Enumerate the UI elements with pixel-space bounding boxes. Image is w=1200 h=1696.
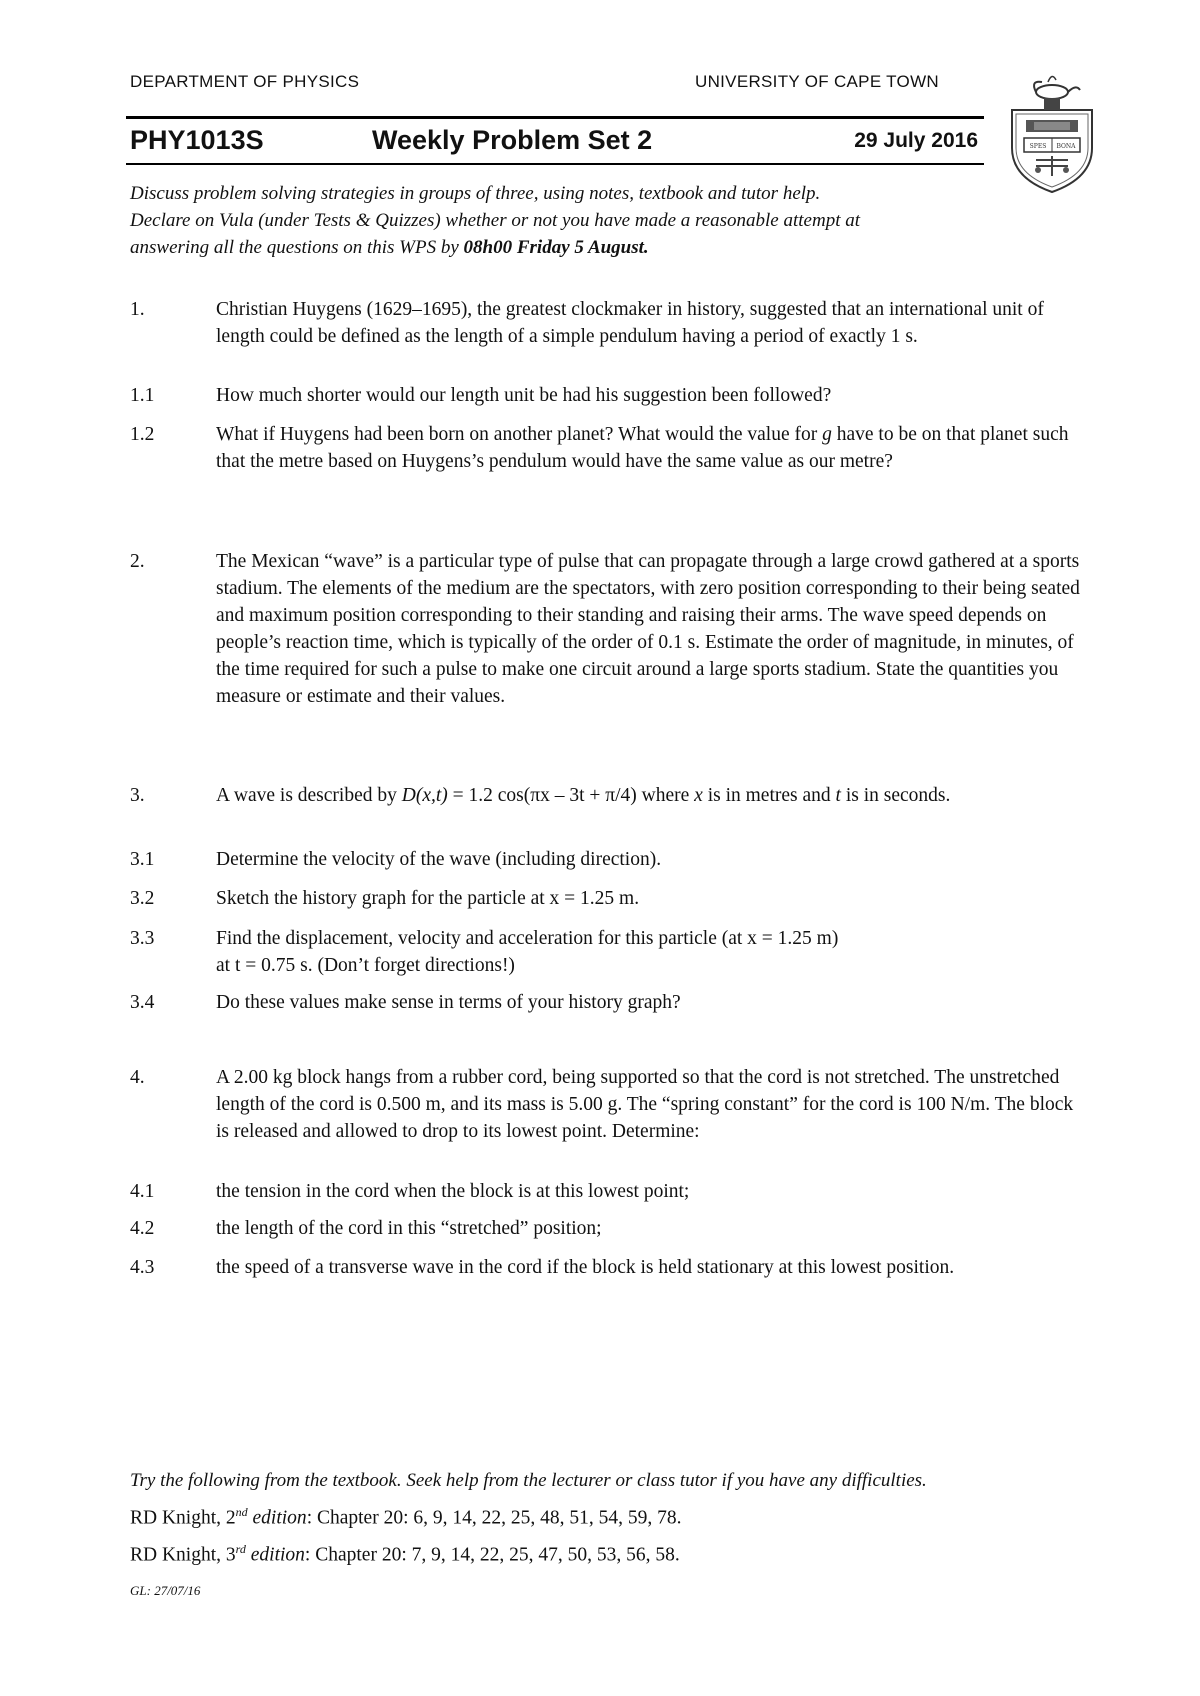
question-2 [130,548,1080,710]
instructions-line: answering all the questions on this WPS by 08h00 Friday 5 August. [130,237,649,258]
textbook-instructions: Try the following from the textbook. Seek help from the lecturer or class tutor if you have any difficulties. [130,1470,927,1491]
svg-text:SPES: SPES [1029,143,1047,150]
question-4-2 [130,1215,1080,1242]
question-4 [130,1064,1080,1145]
question-number: 3. [130,785,145,806]
question-1 [130,296,1080,350]
title-bar [126,116,984,165]
question-number: 3.3 [130,928,155,949]
instructions-line: Discuss problem solving strategies in groups of three, using notes, textbook and tutor help. [130,183,821,204]
question-text: A 2.00 kg block hangs from a rubber cord, being supported so that the cord is not stretched. The unstretched length of the cord is 0.500 m, and its mass is 5.00 g. The “spring constant” for the cord is 100 N/m. The block is released and allowed to drop to its lowest point. Determine: [216,1067,1074,1142]
question-text: Determine the velocity of the wave (including direction). [216,849,662,870]
question-number: 4. [130,1067,145,1088]
question-text: Christian Huygens (1629–1695), the greatest clockmaker in history, suggested that an international unit of length could be defined as the length of a simple pendulum having a period of exactly 1 s. [216,299,1044,347]
crest-icon [1006,70,1098,194]
question-number: 1.1 [130,385,155,406]
question-text: Sketch the history graph for the particle at x = 1.25 m. [216,888,640,909]
question-number: 1. [130,299,145,320]
question-number: 3.4 [130,992,155,1013]
question-number: 4.1 [130,1181,155,1202]
question-3-2 [130,885,1080,912]
question-text: A wave is described by D(x,t) = 1.2 cos(πx – 3t + π/4) where x is in metres and t is in seconds. [216,785,951,806]
question-1-1 [130,382,1080,409]
question-number: 4.3 [130,1257,155,1278]
svg-text:BONA: BONA [1056,143,1076,150]
question-3-3 [130,925,1080,979]
instructions-line: Declare on Vula (under Tests & Quizzes) whether or not you have made a reasonable attempt at [130,210,860,231]
question-number: 3.2 [130,888,155,909]
textbook-reference: RD Knight, 3rd edition: Chapter 20: 7, 9, 14, 22, 25, 47, 50, 53, 56, 58. [130,1542,680,1566]
question-3-4 [130,989,1080,1016]
question-text: The Mexican “wave” is a particular type of pulse that can propagate through a large crowd gathered at a sports stadium. The elements of the medium are the spectators, with zero position corresponding to their being seated and maximum position corresponding to their standing and raising their arms. The wave speed depends on people’s reaction time, which is typically of the order of 0.1 s. Estimate the order of magnitude, in minutes, of the time required for such a pulse to make one circuit around a large sports stadium. State the quantities you measure or estimate and their values. [216,551,1080,707]
question-text: the tension in the cord when the block is at this lowest point; [216,1181,690,1202]
question-number: 3.1 [130,849,155,870]
question-4-3 [130,1254,1080,1281]
issue-date: 29 July 2016 [854,129,978,152]
question-3 [130,782,1080,809]
question-text: What if Huygens had been born on another planet? What would the value for g have to be on that planet such that the metre based on Huygens’s pendulum would have the same value as our metre? [216,424,1069,472]
question-number: 4.2 [130,1218,155,1239]
page-title: Weekly Problem Set 2 [372,125,653,155]
textbook-reference: RD Knight, 2nd edition: Chapter 20: 6, 9, 14, 22, 25, 48, 51, 54, 59, 78. [130,1505,682,1529]
deadline: 08h00 Friday 5 August. [463,237,649,258]
question-1-2 [130,421,1080,475]
question-4-1 [130,1178,1080,1205]
course-code: PHY1013S [130,125,264,155]
question-text: Do these values make sense in terms of your history graph? [216,992,681,1013]
question-number: 1.2 [130,424,155,445]
question-text: Find the displacement, velocity and acceleration for this particle (at x = 1.25 m) at t = 0.75 s. (Don’t forget directions!) [216,928,839,976]
department-label: DEPARTMENT OF PHYSICS [130,72,360,91]
question-3-1 [130,846,1080,873]
question-number: 2. [130,551,145,572]
question-text: the speed of a transverse wave in the cord if the block is held stationary at this lowest position. [216,1257,955,1278]
question-text: How much shorter would our length unit be had his suggestion been followed? [216,385,832,406]
instructions [130,180,1070,261]
university-label: UNIVERSITY OF CAPE TOWN [695,72,939,91]
question-text: the length of the cord in this “stretched” position; [216,1218,602,1239]
author-initials: GL: 27/07/16 [130,1583,201,1598]
